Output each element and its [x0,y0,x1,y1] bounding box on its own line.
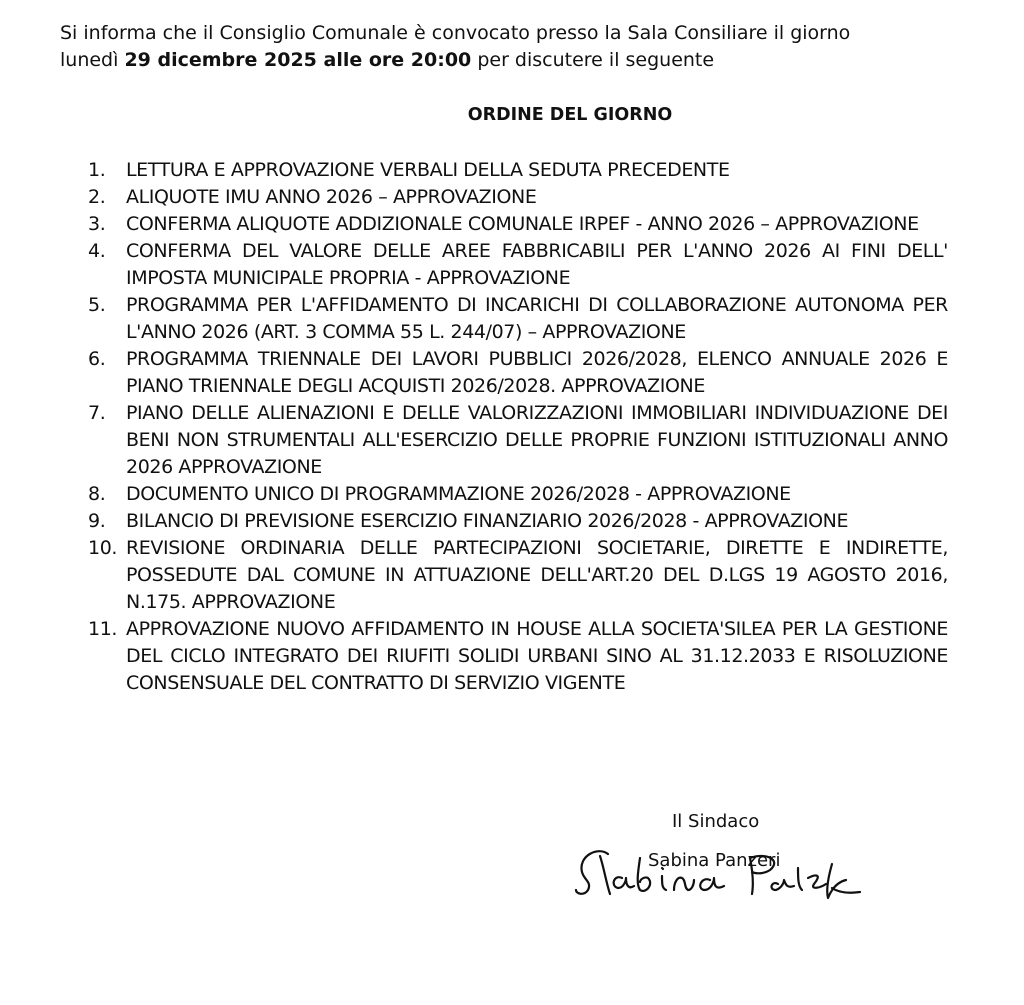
agenda-item [88,481,948,508]
agenda-item-number: 6. [88,348,106,370]
meeting-date-time: 29 dicembre 2025 alle ore 20:00 [124,49,472,71]
agenda-heading: ORDINE DEL GIORNO [467,105,673,125]
agenda-item-text: ALIQUOTE IMU ANNO 2026 – APPROVAZIONE [126,186,537,208]
agenda-item-text: DOCUMENTO UNICO DI PROGRAMMAZIONE 2026/2028 - APPROVAZIONE [126,483,791,505]
agenda-item-text: PIANO DELLE ALIENAZIONI E DELLE VALORIZZAZIONI IMMOBILIARI INDIVIDUAZIONE DEI BENI NON STRUMENTALI ALL'ESERCIZIO DELLE PROPRIE FUNZIONI ISTITUZIONALI ANNO 2026 APPROVAZIONE [126,402,948,478]
agenda-item-number: 2. [88,186,106,208]
agenda-item-number: 3. [88,213,106,235]
agenda-item-text: REVISIONE ORDINARIA DELLE PARTECIPAZIONI SOCIETARIE, DIRETTE E INDIRETTE, POSSEDUTE DAL COMUNE IN ATTUAZIONE DELL'ART.20 DEL D.LGS 19 AGOSTO 2016, N.175. APPROVAZIONE [126,537,948,613]
agenda-item [88,346,948,400]
agenda-item-number: 4. [88,240,106,262]
agenda-item [88,157,948,184]
agenda-item-text: BILANCIO DI PREVISIONE ESERCIZIO FINANZIARIO 2026/2028 - APPROVAZIONE [126,510,849,532]
agenda-item-number: 10. [88,537,118,559]
agenda-item [88,508,948,535]
intro-prefix: lunedì [60,49,125,71]
agenda-item-text: PROGRAMMA TRIENNALE DEI LAVORI PUBBLICI 2026/2028, ELENCO ANNUALE 2026 E PIANO TRIENNALE DEGLI ACQUISTI 2026/2028. APPROVAZIONE [126,348,948,397]
intro-paragraph [60,20,960,74]
agenda-item [88,535,948,616]
mayor-title: Il Sindaco [672,811,760,832]
handwritten-signature [570,838,870,918]
agenda-item-number: 11. [88,618,118,640]
agenda-item [88,211,948,238]
agenda-item-text: PROGRAMMA PER L'AFFIDAMENTO DI INCARICHI DI COLLABORAZIONE AUTONOMA PER L'ANNO 2026 (ART. 3 COMMA 55 L. 244/07) – APPROVAZIONE [126,294,948,343]
intro-line-1: Si informa che il Consiglio Comunale è convocato presso la Sala Consiliare il giorno [60,22,851,44]
agenda-item [88,238,948,292]
agenda-item-number: 1. [88,159,106,181]
agenda-item [88,400,948,481]
agenda-item-number: 7. [88,402,106,424]
agenda-item-text: APPROVAZIONE NUOVO AFFIDAMENTO IN HOUSE ALLA SOCIETA'SILEA PER LA GESTIONE DEL CICLO INTEGRATO DEI RIUFITI SOLIDI URBANI SINO AL 31.12.2033 E RISOLUZIONE CONSENSUALE DEL CONTRATTO DI SERVIZIO VIGENTE [126,618,948,694]
agenda-item [88,292,948,346]
agenda-list [88,157,948,697]
agenda-item [88,616,948,697]
agenda-item [88,184,948,211]
agenda-item-text: CONFERMA DEL VALORE DELLE AREE FABBRICABILI PER L'ANNO 2026 AI FINI DELL' IMPOSTA MUNICIPALE PROPRIA - APPROVAZIONE [126,240,948,289]
agenda-item-number: 8. [88,483,106,505]
intro-suffix: per discutere il seguente [471,49,715,71]
agenda-item-text: LETTURA E APPROVAZIONE VERBALI DELLA SEDUTA PRECEDENTE [126,159,730,181]
mayor-name: Sabina Panzeri [648,850,781,871]
agenda-item-number: 5. [88,294,106,316]
agenda-item-number: 9. [88,510,106,532]
agenda-item-text: CONFERMA ALIQUOTE ADDIZIONALE COMUNALE IRPEF - ANNO 2026 – APPROVAZIONE [126,213,919,235]
